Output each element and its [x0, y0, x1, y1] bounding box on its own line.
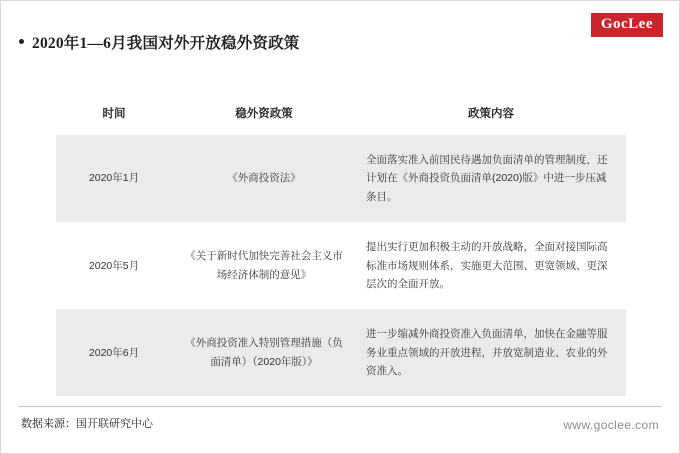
cell-content: 进一步缩减外商投资准入负面清单，加快在金融等服务业重点领域的开放进程，并放宽制造业、农业的外资准入。 [356, 309, 626, 396]
bullet-icon [19, 39, 24, 44]
cell-content: 全面落实准入前国民待遇加负面清单的管理制度，还计划在《外商投资负面清单(2020)版》中进一步压减条目。 [356, 135, 626, 222]
data-source [21, 415, 153, 431]
table-header-row [56, 97, 626, 135]
page-title [19, 31, 300, 53]
table-row [56, 222, 626, 309]
website-url: www.goclee.com [563, 418, 659, 432]
cell-content: 提出实行更加积极主动的开放战略，全面对接国际高标准市场规则体系，实施更大范围、更宽领域、更深层次的全面开放。 [356, 222, 626, 309]
column-header-content: 政策内容 [468, 108, 514, 120]
table-row [56, 135, 626, 222]
table-row [56, 309, 626, 396]
cell-time: 2020年1月 [56, 135, 172, 222]
page-title-text: 2020年1—6月我国对外开放稳外资政策 [32, 35, 300, 52]
data-source-label: 数据来源： [21, 418, 76, 430]
cell-policy: 《外商投资法》 [172, 135, 356, 222]
goclee-logo: GocLee [591, 13, 663, 37]
data-source-value: 国开联研究中心 [76, 418, 153, 430]
cell-policy: 《关于新时代加快完善社会主义市场经济体制的意见》 [172, 222, 356, 309]
column-header-time: 时间 [102, 108, 126, 120]
cell-policy: 《外商投资准入特别管理措施（负面清单）（2020年版）》 [172, 309, 356, 396]
column-header-policy: 稳外资政策 [235, 108, 293, 120]
cell-time: 2020年6月 [56, 309, 172, 396]
footer-divider [19, 406, 661, 407]
policy-table-container [56, 97, 626, 396]
policy-table [56, 97, 626, 396]
cell-time: 2020年5月 [56, 222, 172, 309]
